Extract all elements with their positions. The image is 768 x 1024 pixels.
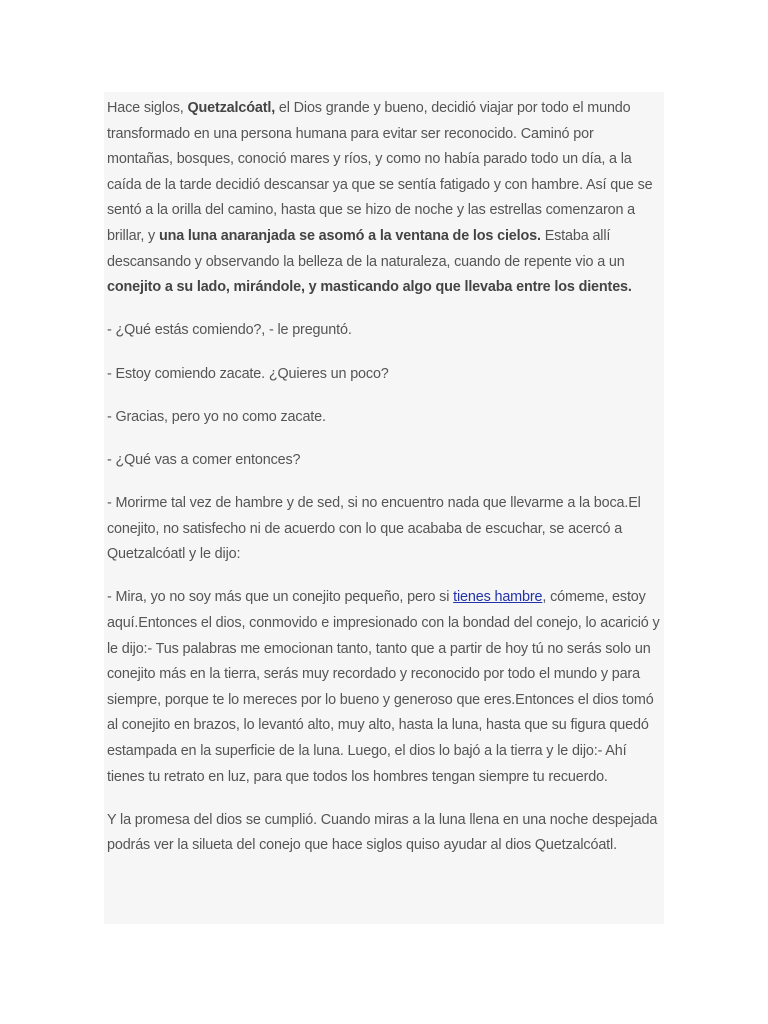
link-tienes-hambre[interactable]: tienes hambre xyxy=(453,589,543,606)
text-run: - Morirme tal vez de hambre y de sed, si no encuentro nada que llevarme a la boca.El conejito, no satisfecho ni de acuerdo con lo que acababa de escuchar, se acercó a Quetzalcóatl y le dijo: xyxy=(107,495,641,563)
bold-text: Quetzalcóatl, xyxy=(187,100,276,116)
text-run: , cómeme, estoy aquí.Entonces el dios, conmovido e impresionado con la bondad del conejo, lo acarició y le dijo:- Tus palabras me emocionan tanto, tanto que a partir de hoy tú no serás solo un conejito más en la tierra, serás muy recordado y reconocido por todo el mundo y para siempre, porque te lo mereces por lo bueno y generoso que eres.Entonces el dios tomó al conejito en brazos, lo levantó alto, muy alto, hasta la luna, hasta que su figura quedó estampada en la superficie de la luna. Luego, el dios lo bajó a la tierra y le dijo:- Ahí tienes tu retrato en luz, para que todos los hombres tengan siempre tu recuerdo. xyxy=(107,589,660,785)
text-run: Y la promesa del dios se cumplió. Cuando miras a la luna llena en una noche despejada podrás ver la silueta del conejo que hace siglos quiso ayudar al dios Quetzalcóatl. xyxy=(107,811,658,854)
paragraph-closing xyxy=(107,808,663,859)
text-run: Estaba allí descansando y observando la belleza de la naturaleza, cuando de repente vio a un xyxy=(107,227,625,270)
text-run: - ¿Qué vas a comer entonces? xyxy=(107,451,301,468)
text-run: - ¿Qué estás comiendo?, - le preguntó. xyxy=(107,322,352,339)
text-run: - Estoy comiendo zacate. ¿Quieres un poco? xyxy=(107,365,389,382)
paragraph-question-1 xyxy=(107,318,663,344)
paragraph-intro xyxy=(107,96,663,301)
bold-text: una luna anaranjada se asomó a la ventana de los cielos. xyxy=(158,227,541,244)
text-run: - Mira, yo no soy más que un conejito pequeño, pero si xyxy=(107,589,454,606)
paragraph-offer xyxy=(107,585,663,790)
paragraph-reply-1 xyxy=(107,405,663,431)
text-run: - Gracias, pero yo no como zacate. xyxy=(107,408,326,425)
paragraph-reply-2 xyxy=(107,491,663,568)
bold-text: conejito a su lado, mirándole, y masticando algo que llevaba entre los dientes. xyxy=(107,279,632,296)
document-page xyxy=(104,92,664,924)
story-text xyxy=(107,96,663,877)
paragraph-answer-1 xyxy=(107,362,663,388)
text-run: el Dios grande y bueno, decidió viajar por todo el mundo transformado en una persona humana para evitar ser reconocido. Caminó por montañas, bosques, conoció mares y ríos, y como no había parado todo un día, a la caída de la tarde decidió descansar ya que se sentía fatigado y con hambre. Así que se sentó a la orilla del camino, hasta que se hizo de noche y las estrellas comenzaron a brillar, y xyxy=(107,100,653,244)
text-run: Hace siglos, xyxy=(107,100,188,116)
paragraph-question-2 xyxy=(107,448,663,474)
